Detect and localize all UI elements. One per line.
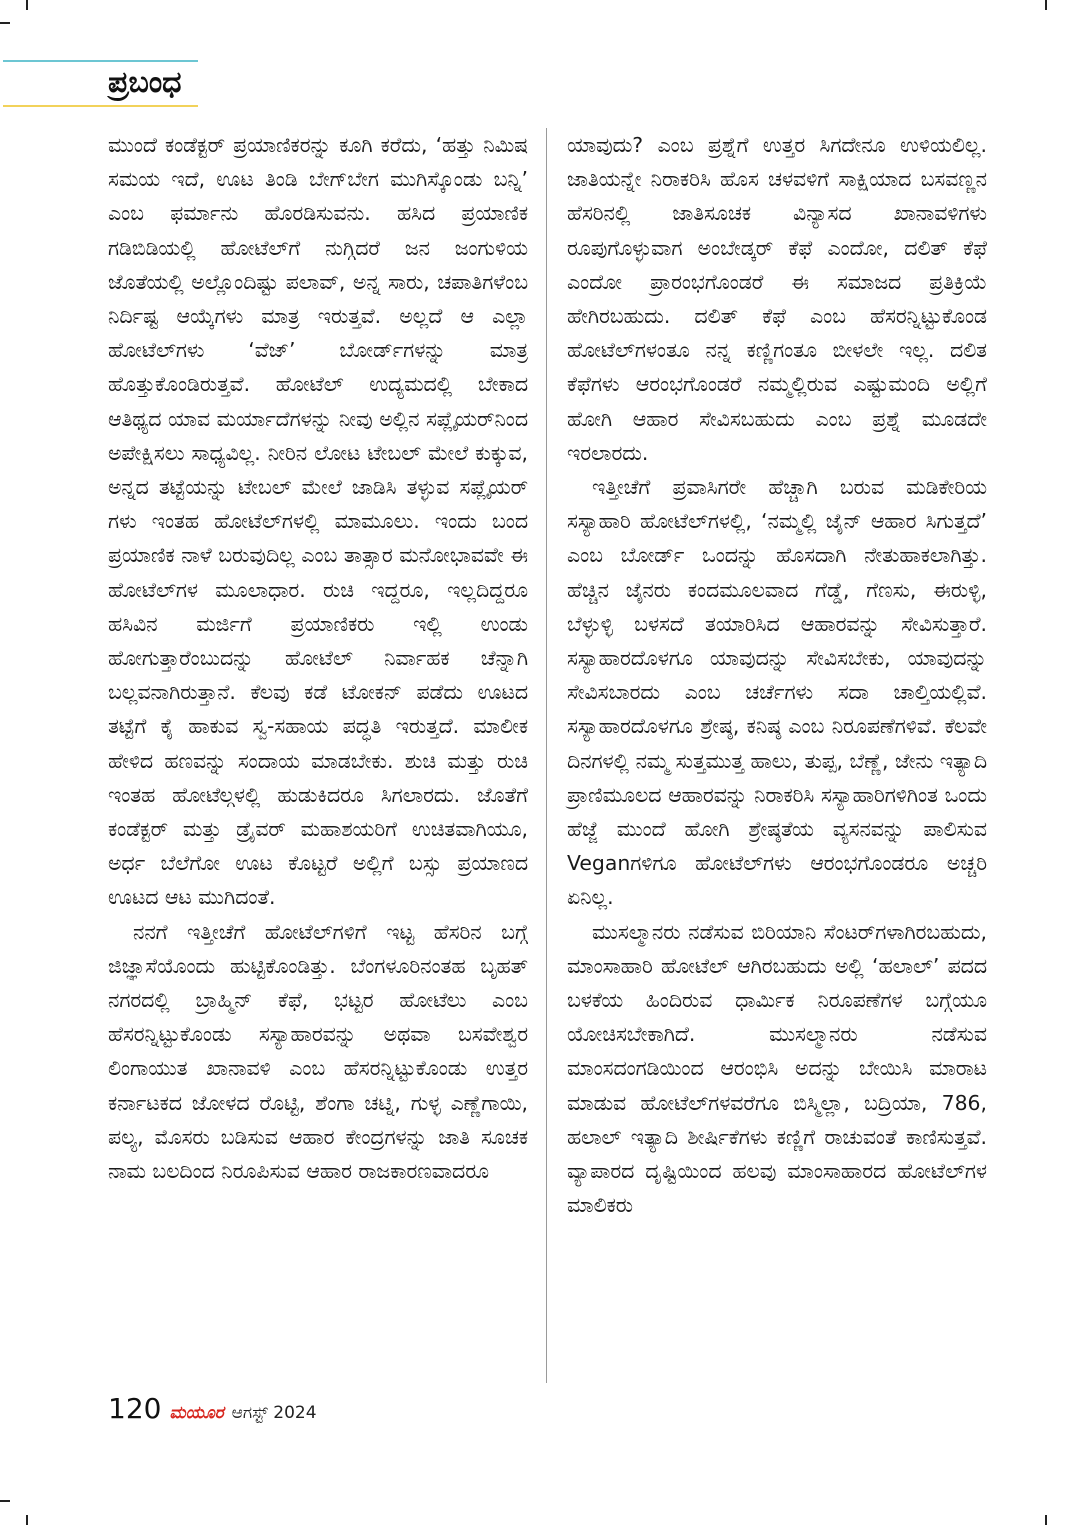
right-column [567, 128, 987, 1223]
paragraph: ಯಾವುದು? ಎಂಬ ಪ್ರಶ್ನೆಗೆ ಉತ್ತರ ಸಿಗದೇನೂ ಉಳಿಯಲಿಲ್ಲ. ಜಾತಿಯನ್ನೇ ನಿರಾಕರಿಸಿ ಹೊಸ ಚಳವಳಿಗೆ ಸಾಕ್ಷಿಯಾದ ಬಸವಣ್ಣನ ಹೆಸರಿನಲ್ಲಿ ಜಾತಿಸೂಚಕ ವಿನ್ಯಾಸದ ಖಾನಾವಳಿಗಳು ರೂಪುಗೊಳ್ಳುವಾಗ ಅಂಬೇಡ್ಕರ್ ಕೆಫೆ ಎಂದೋ, ದಲಿತ್ ಕೆಫೆ ಎಂದೋ ಪ್ರಾರಂಭಗೊಂಡರೆ ಈ ಸಮಾಜದ ಪ್ರತಿಕ್ರಿಯೆ ಹೇಗಿರಬಹುದು. ದಲಿತ್ ಕೆಫೆ ಎಂಬ ಹೆಸರನ್ನಿಟ್ಟುಕೊಂಡ ಹೋಟೆಲ್‌ಗಳಂತೂ ನನ್ನ ಕಣ್ಣಿಗಂತೂ ಬೀಳಲೇ ಇಲ್ಲ. ದಲಿತ ಕೆಫೆಗಳು ಆರಂಭಗೊಂಡರೆ ನಮ್ಮಲ್ಲಿರುವ ಎಷ್ಟುಮಂದಿ ಅಲ್ಲಿಗೆ ಹೋಗಿ ಆಹಾರ ಸೇವಿಸಬಹುದು ಎಂಬ ಪ್ರಶ್ನೆ ಮೂಡದೇ ಇರಲಾರದು. [567, 133, 987, 465]
header-rule-bottom [3, 105, 198, 107]
column-divider [546, 128, 547, 1383]
paragraph: ಮುಸಲ್ಮಾನರು ನಡೆಸುವ ಬಿರಿಯಾನಿ ಸೆಂಟರ್‌ಗಳಾಗಿರಬಹುದು, ಮಾಂಸಾಹಾರಿ ಹೋಟೆಲ್ ಆಗಿರಬಹುದು ಅಲ್ಲಿ ‘ಹಲಾಲ್’ ಪದದ ಬಳಕೆಯ ಹಿಂದಿರುವ ಧಾರ್ಮಿಕ ನಿರೂಪಣೆಗಳ ಬಗ್ಗೆಯೂ ಯೋಚಿಸಬೇಕಾಗಿದೆ. ಮುಸಲ್ಮಾನರು ನಡೆಸುವ ಮಾಂಸದಂಗಡಿಯಿಂದ ಆರಂಭಿಸಿ ಅದನ್ನು ಬೇಯಿಸಿ ಮಾರಾಟ ಮಾಡುವ ಹೋಟೆಲ್‌ಗಳವರೆಗೂ ಬಿಸ್ಮಿಲ್ಲಾ, ಬದ್ರಿಯಾ, 786, ಹಲಾಲ್ ಇತ್ಯಾದಿ ಶೀರ್ಷಿಕೆಗಳು ಕಣ್ಣಿಗೆ ರಾಚುವಂತೆ ಕಾಣಿಸುತ್ತವೆ. ವ್ಯಾಪಾರದ ದೃಷ್ಟಿಯಿಂದ ಹಲವು ಮಾಂಸಾಹಾರದ ಹೋಟೆಲ್‌ಗಳ ಮಾಲಿಕರು [567, 919, 987, 1218]
page-footer [108, 1392, 317, 1428]
crop-mark [0, 22, 10, 24]
crop-mark [0, 1500, 10, 1502]
paragraph: ನನಗೆ ಇತ್ತೀಚೆಗೆ ಹೋಟೆಲ್‌ಗಳಿಗೆ ಇಟ್ಟ ಹೆಸರಿನ ಬಗ್ಗೆ ಜಿಜ್ಞಾಸೆಯೊಂದು ಹುಟ್ಟಿಕೊಂಡಿತ್ತು. ಬೆಂಗಳೂರಿನಂತಹ ಬೃಹತ್ ನಗರದಲ್ಲಿ ಬ್ರಾಹ್ಮಿನ್ ಕೆಫೆ, ಭಟ್ಟರ ಹೋಟೆಲು ಎಂಬ ಹೆಸರನ್ನಿಟ್ಟುಕೊಂಡು ಸಸ್ಯಾಹಾರವನ್ನು ಅಥವಾ ಬಸವೇಶ್ವರ ಲಿಂಗಾಯುತ ಖಾನಾವಳಿ ಎಂಬ ಹೆಸರನ್ನಿಟ್ಟುಕೊಂಡು ಉತ್ತರ ಕರ್ನಾಟಕದ ಜೋಳದ ರೊಟ್ಟಿ, ಶೆಂಗಾ ಚಟ್ನಿ, ಗುಳ್ಳ ಎಣ್ಣೆಗಾಯಿ, ಪಲ್ಯ, ಮೊಸರು ಬಡಿಸುವ ಆಹಾರ ಕೇಂದ್ರಗಳನ್ನು ಜಾತಿ ಸೂಚಕ ನಾಮ ಬಲದಿಂದ ನಿರೂಪಿಸುವ ಆಹಾರ ರಾಜಕಾರಣವಾದರೂ [108, 919, 528, 1184]
crop-mark [1045, 0, 1047, 10]
section-title: ಪ್ರಬಂಧ [108, 65, 182, 100]
paragraph: ಮುಂದೆ ಕಂಡೆಕ್ಟರ್ ಪ್ರಯಾಣಿಕರನ್ನು ಕೂಗಿ ಕರೆದು, ‘ಹತ್ತು ನಿಮಿಷ ಸಮಯ ಇದೆ, ಊಟ ತಿಂಡಿ ಬೇಗ್‌ಬೇಗ ಮುಗಿಸ್ಕೊಂಡು ಬನ್ನಿ’ ಎಂಬ ಫರ್ಮಾನು ಹೊರಡಿಸುವನು. ಹಸಿದ ಪ್ರಯಾಣಿಕ ಗಡಿಬಿಡಿಯಲ್ಲಿ ಹೋಟೆಲ್‌ಗೆ ನುಗ್ಗಿದರೆ ಜನ ಜಂಗುಳಿಯ ಜೊತೆಯಲ್ಲಿ ಅಲ್ಲೊಂದಿಷ್ಟು ಪಲಾವ್, ಅನ್ನ ಸಾರು, ಚಪಾತಿಗಳೆಂಬ ನಿರ್ದಿಷ್ಟ ಆಯ್ಕೆಗಳು ಮಾತ್ರ ಇರುತ್ತವೆ. ಅಲ್ಲದೆ ಆ ಎಲ್ಲಾ ಹೋಟೆಲ್‌ಗಳು ‘ವೆಜ್’ ಬೋರ್ಡ್‌ಗಳನ್ನು ಮಾತ್ರ ಹೊತ್ತುಕೊಂಡಿರುತ್ತವೆ. ಹೋಟೆಲ್ ಉದ್ಯಮದಲ್ಲಿ ಬೇಕಾದ ಆತಿಥ್ಯದ ಯಾವ ಮರ್ಯಾದೆಗಳನ್ನು ನೀವು ಅಲ್ಲಿನ ಸಪ್ಲೈಯರ್‌ನಿಂದ ಅಪೇಕ್ಷಿಸಲು ಸಾಧ್ಯವಿಲ್ಲ. ನೀರಿನ ಲೋಟ ಟೇಬಲ್ ಮೇಲೆ ಕುಕ್ಕುವ, ಅನ್ನದ ತಟ್ಟೆಯನ್ನು ಟೇಬಲ್ ಮೇಲೆ ಜಾಡಿಸಿ ತಳ್ಳುವ ಸಪ್ಲೈಯರ್ ಗಳು ಇಂತಹ ಹೋಟೆಲ್‌ಗಳಲ್ಲಿ ಮಾಮೂಲು. ಇಂದು ಬಂದ ಪ್ರಯಾಣಿಕ ನಾಳೆ ಬರುವುದಿಲ್ಲ ಎಂಬ ತಾತ್ಸಾರ ಮನೋಭಾವವೇ ಈ ಹೋಟೆಲ್‌ಗಳ ಮೂಲಾಧಾರ. ರುಚಿ ಇದ್ದರೂ, ಇಲ್ಲದಿದ್ದರೂ ಹಸಿವಿನ ಮರ್ಜಿಗೆ ಪ್ರಯಾಣಿಕರು ಇಲ್ಲಿ ಉಂಡು ಹೋಗುತ್ತಾರೆಂಬುದನ್ನು ಹೋಟೆಲ್ ನಿರ್ವಾಹಕ ಚೆನ್ನಾಗಿ ಬಲ್ಲವನಾಗಿರುತ್ತಾನೆ. ಕೆಲವು ಕಡೆ ಟೋಕನ್ ಪಡೆದು ಊಟದ ತಟ್ಟೆಗೆ ಕೈ ಹಾಕುವ ಸ್ವ-ಸಹಾಯ ಪದ್ಧತಿ ಇರುತ್ತದೆ. ಮಾಲೀಕ ಹೇಳಿದ ಹಣವನ್ನು ಸಂದಾಯ ಮಾಡಬೇಕು. ಶುಚಿ ಮತ್ತು ರುಚಿ ಇಂತಹ ಹೋಟೆಲ್ಗಳಲ್ಲಿ ಹುಡುಕಿದರೂ ಸಿಗಲಾರದು. ಜೊತೆಗೆ ಕಂಡೆಕ್ಟರ್ ಮತ್ತು ಡ್ರೈವರ್ ಮಹಾಶಯರಿಗೆ ಉಚಿತವಾಗಿಯೂ, ಅರ್ಧ ಬೆಲೆಗೋ ಊಟ ಕೊಟ್ಟರೆ ಅಲ್ಲಿಗೆ ಬಸ್ಸು ಪ್ರಯಾಣದ ಊಟದ ಆಟ ಮುಗಿದಂತೆ. [108, 133, 528, 910]
crop-mark [26, 0, 28, 10]
paragraph: ಇತ್ತೀಚೆಗೆ ಪ್ರವಾಸಿಗರೇ ಹೆಚ್ಚಾಗಿ ಬರುವ ಮಡಿಕೇರಿಯ ಸಸ್ಯಾಹಾರಿ ಹೋಟೆಲ್‌ಗಳಲ್ಲಿ, ‘ನಮ್ಮಲ್ಲಿ ಜೈನ್ ಆಹಾರ ಸಿಗುತ್ತದೆ’ ಎಂಬ ಬೋರ್ಡ್ ಒಂದನ್ನು ಹೊಸದಾಗಿ ನೇತುಹಾಕಲಾಗಿತ್ತು. ಹೆಚ್ಚಿನ ಜೈನರು ಕಂದಮೂಲವಾದ ಗೆಡ್ಡೆ, ಗೆಣಸು, ಈರುಳ್ಳಿ, ಬೆಳ್ಳುಳ್ಳಿ ಬಳಸದೆ ತಯಾರಿಸಿದ ಆಹಾರವನ್ನು ಸೇವಿಸುತ್ತಾರೆ. ಸಸ್ಯಾಹಾರದೊಳಗೂ ಯಾವುದನ್ನು ಸೇವಿಸಬೇಕು, ಯಾವುದನ್ನು ಸೇವಿಸಬಾರದು ಎಂಬ ಚರ್ಚೆಗಳು ಸದಾ ಚಾಲ್ತಿಯಲ್ಲಿವೆ. ಸಸ್ಯಾಹಾರದೊಳಗೂ ಶ್ರೇಷ್ಠ, ಕನಿಷ್ಠ ಎಂಬ ನಿರೂಪಣೆಗಳಿವೆ. ಕೆಲವೇ ದಿನಗಳಲ್ಲಿ ನಮ್ಮ ಸುತ್ತಮುತ್ತ ಹಾಲು, ತುಪ್ಪ, ಬೆಣ್ಣೆ, ಜೇನು ಇತ್ಯಾದಿ ಪ್ರಾಣಿಮೂಲದ ಆಹಾರವನ್ನು ನಿರಾಕರಿಸಿ ಸಸ್ಯಾಹಾರಿಗಳಿಗಿಂತ ಒಂದು ಹೆಜ್ಜೆ ಮುಂದೆ ಹೋಗಿ ಶ್ರೇಷ್ಠತೆಯ ವ್ಯಸನವನ್ನು ಪಾಲಿಸುವ Veganಗಳಿಗೂ ಹೋಟೆಲ್‌ಗಳು ಆರಂಭಗೊಂಡರೂ ಅಚ್ಚರಿ ಏನಿಲ್ಲ. [567, 475, 987, 910]
left-column [108, 128, 528, 1188]
magazine-logo: ಮಯೂರ [169, 1403, 224, 1423]
crop-mark [26, 1515, 28, 1525]
crop-mark [1045, 1515, 1047, 1525]
page-number: 120 [108, 1392, 162, 1425]
issue-date: ಆಗಸ್ಟ್ 2024 [231, 1403, 317, 1423]
